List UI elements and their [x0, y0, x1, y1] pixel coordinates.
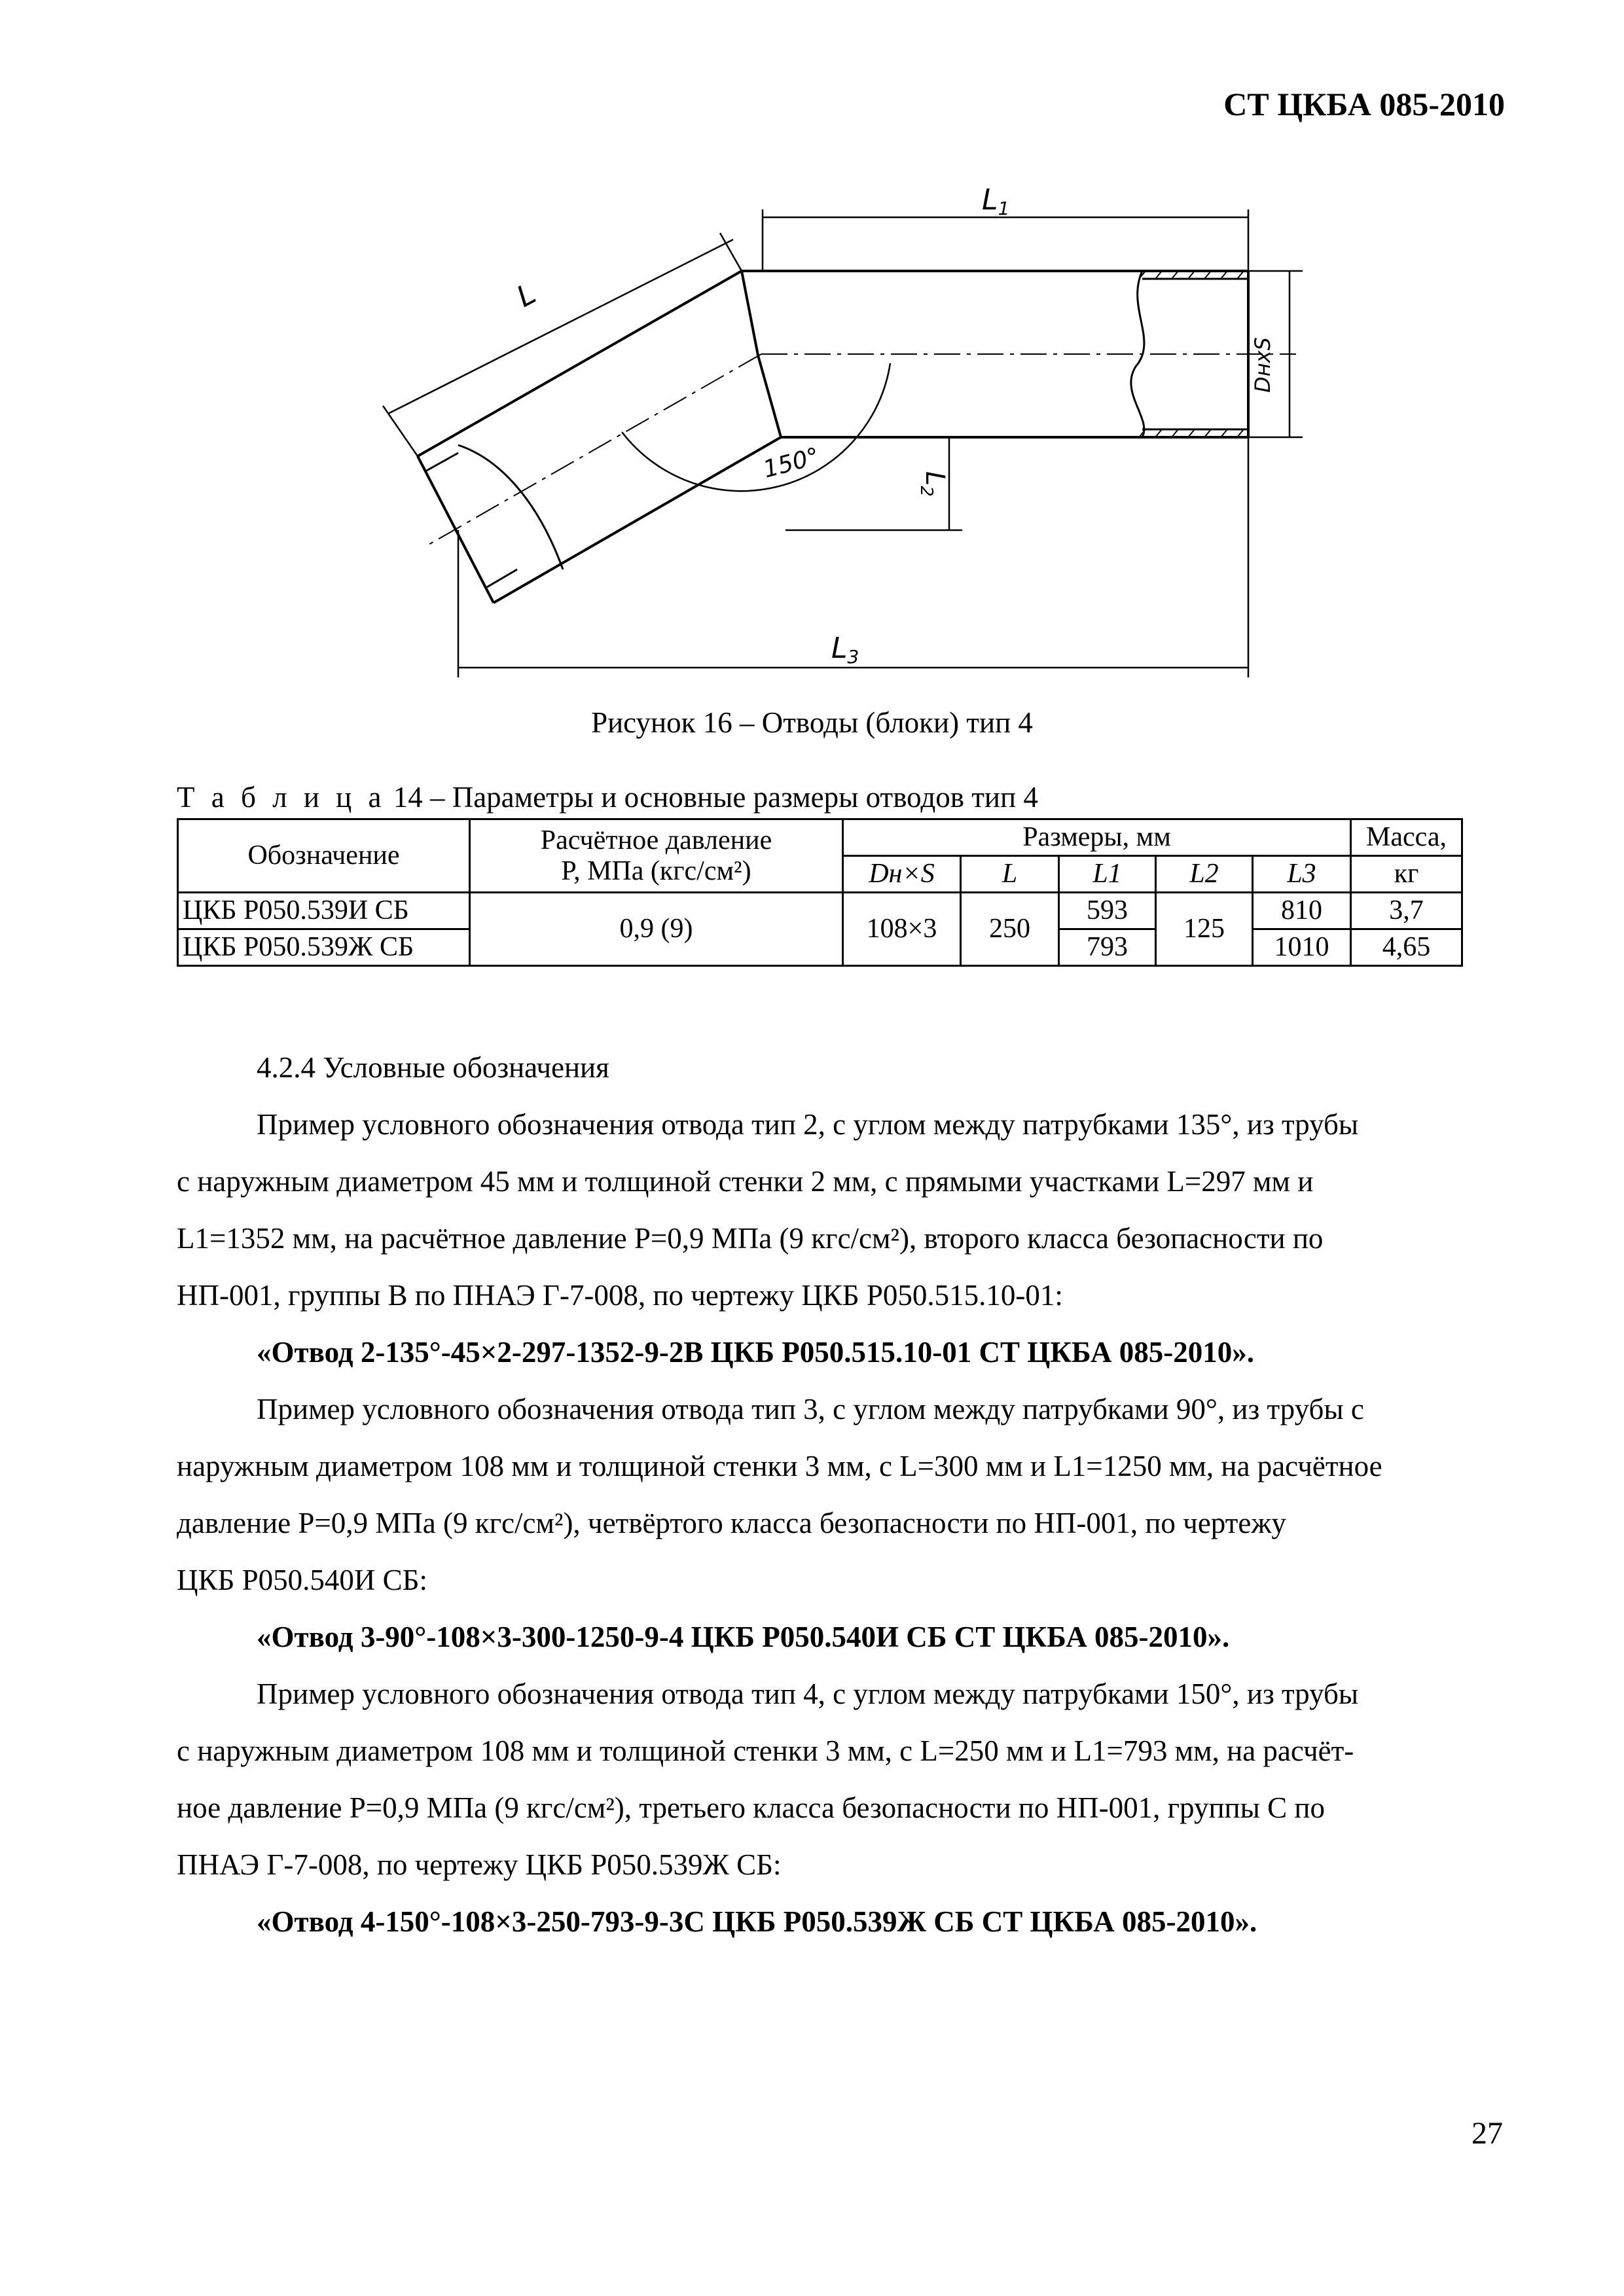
shared-l: 250 — [961, 893, 1059, 966]
ex1-line1: Пример условного обозначения отвода тип 2, с углом между патрубками 135°, из трубы — [257, 1108, 1359, 1141]
figure-caption: Рисунок 16 – Отводы (блоки) тип 4 — [591, 706, 1033, 739]
ex1-line2: с наружным диаметром 45 мм и толщиной стенки 2 мм, с прямыми участками L=297 мм и — [177, 1165, 1314, 1198]
header-designation: Обозначение — [178, 819, 470, 893]
ex2-line1: Пример условного обозначения отвода тип 3, с углом между патрубками 90°, из трубы с — [257, 1393, 1364, 1426]
ex1-line4: НП-001, группы В по ПНАЭ Г-7-008, по чертежу ЦКБ Р050.515.10-01: — [177, 1279, 1063, 1312]
ex3-line3: ное давление Р=0,9 МПа (9 кгс/см²), третьего класса безопасности по НП-001, группы С по — [177, 1791, 1325, 1824]
header-mass-unit: кг — [1351, 856, 1462, 893]
ex3-line2: с наружным диаметром 108 мм и толщиной стенки 3 мм, с L=250 мм и L1=793 мм, на расчёт- — [177, 1734, 1354, 1767]
ex2-line3: давление Р=0,9 МПа (9 кгс/см²), четвёртого класса безопасности по НП-001, по чертежу — [177, 1507, 1286, 1539]
ex1-designation: «Отвод 2-135°-45×2-297-1352-9-2В ЦКБ Р050.515.10-01 СТ ЦКБА 085-2010». — [257, 1336, 1255, 1369]
parameters-table — [177, 818, 1463, 967]
ex3-designation: «Отвод 4-150°-108×3-250-793-9-3С ЦКБ Р050.539Ж СБ СТ ЦКБА 085-2010». — [257, 1905, 1257, 1938]
ex3-line4: ПНАЭ Г-7-008, по чертежу ЦКБ Р050.539Ж СБ: — [177, 1848, 782, 1881]
document-code: СТ ЦКБА 085-2010 — [1223, 86, 1505, 122]
header-sizes: Размеры, мм — [843, 819, 1351, 856]
table-row: ЦКБ Р050.539Ж СБ 793 1010 4,65 — [178, 929, 1462, 966]
page-number: 27 — [1471, 2116, 1503, 2151]
header-dn-s: Dн×S — [843, 856, 961, 893]
header-mass: Масса, — [1351, 819, 1462, 856]
figure-16-drawing — [0, 0, 1624, 707]
shared-dn-s: 108×3 — [843, 893, 961, 966]
ex2-line2: наружным диаметром 108 мм и толщиной стенки 3 мм, с L=300 мм и L1=1250 мм, на расчётное — [177, 1450, 1382, 1482]
shared-pressure: 0,9 (9) — [470, 893, 843, 966]
header-l1: L1 — [1059, 856, 1156, 893]
dim-label-dn-s: DнxS — [1250, 337, 1275, 393]
dim-label-l: L — [511, 277, 541, 314]
dim-label-l2: $L_2$ — [916, 471, 950, 497]
header-l2: L2 — [1156, 856, 1253, 893]
header-l3: L3 — [1253, 856, 1351, 893]
ex3-line1: Пример условного обозначения отвода тип 4, с углом между патрубками 150°, из трубы — [257, 1677, 1359, 1710]
ex1-line3: L1=1352 мм, на расчётное давление Р=0,9 МПа (9 кгс/см²), второго класса безопасности по — [177, 1222, 1324, 1255]
dim-label-l1: L1 — [982, 183, 1010, 219]
shared-l2: 125 — [1156, 893, 1253, 966]
ex2-line4: ЦКБ Р050.540И СБ: — [177, 1564, 427, 1596]
table-row: ЦКБ Р050.539И СБ 0,9 (9) 108×3 250 593 125 810 3,7 — [178, 893, 1462, 929]
ex2-designation: «Отвод 3-90°-108×3-300-1250-9-4 ЦКБ Р050.540И СБ СТ ЦКБА 085-2010». — [257, 1621, 1230, 1653]
table-caption: Т а б л и ц а 14 – Параметры и основные размеры отводов тип 4 — [177, 781, 1038, 814]
angle-label: 150° — [760, 442, 823, 484]
header-l: L — [961, 856, 1059, 893]
dim-label-l3: L3 — [831, 632, 859, 668]
header-pressure: Расчётное давление P, МПа (кгс/см²) — [470, 819, 843, 893]
section-title: 4.2.4 Условные обозначения — [257, 1051, 609, 1084]
